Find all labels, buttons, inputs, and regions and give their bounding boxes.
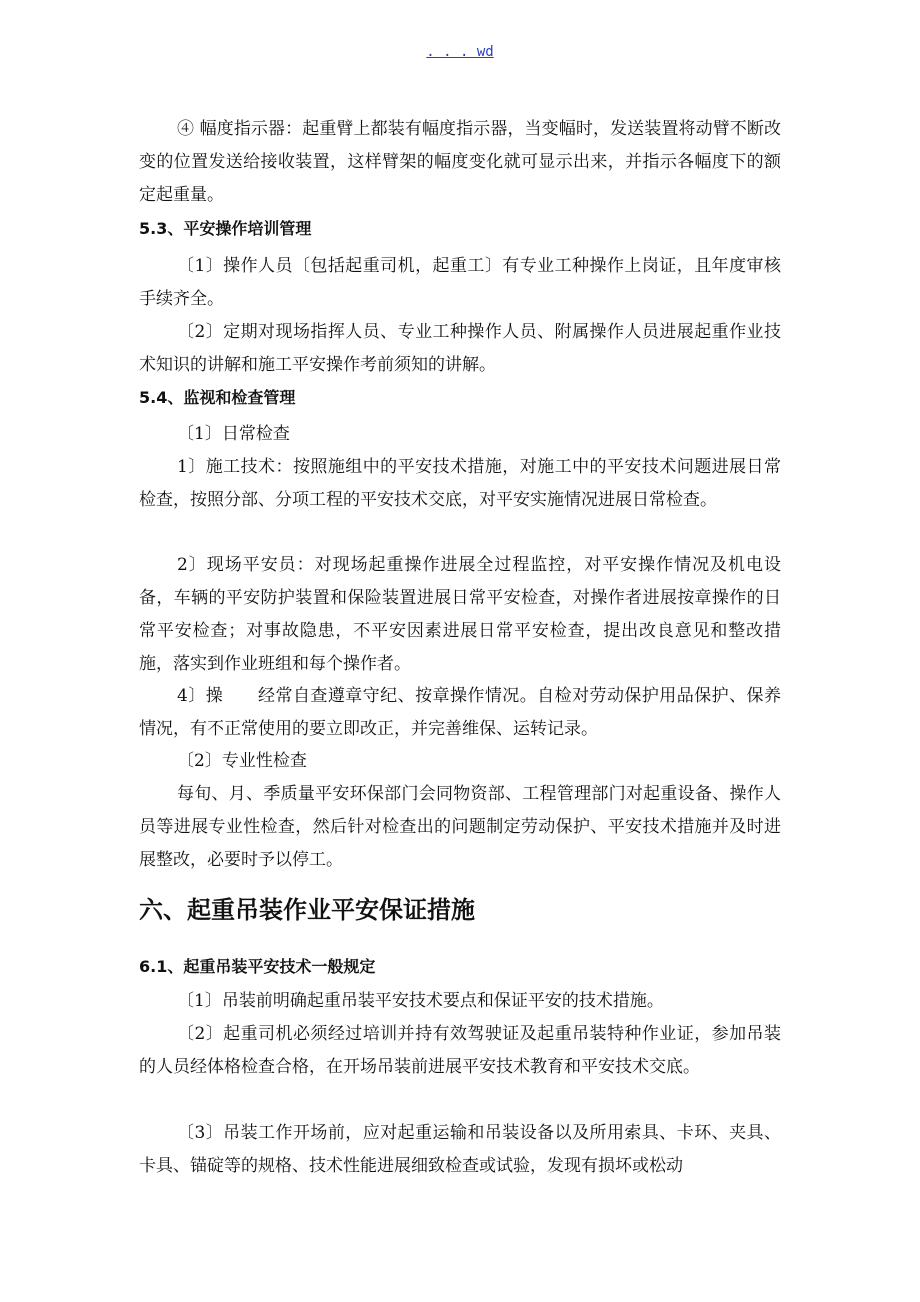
paragraph-daily-inspection: 〔1〕日常检查 xyxy=(177,424,290,444)
section-heading-6-1: 6.1、起重吊装平安技术一般规定 xyxy=(139,957,376,976)
paragraph-operator-self-check: 4〕操 经常自查遵章守纪、按章操作情况。自检对劳动保护用品保护、保养情况，有不正常使用的要立即改正，并完善维保、运转记录。 xyxy=(139,686,781,739)
paragraph-training-lectures: 〔2〕定期对现场指挥人员、专业工种操作人员、附属操作人员进展起重作业技术知识的讲解和施工平安操作考前须知的讲解。 xyxy=(139,322,781,375)
paragraph-periodic-inspection: 每旬、月、季质量平安环保部门会同物资部、工程管理部门对起重设备、操作人员等进展专业性检查，然后针对检查出的问题制定劳动保护、平安技术措施并及时进展整改，必要时予以停工。 xyxy=(139,784,781,870)
paragraph-operator-certificate: 〔1〕操作人员〔包括起重司机，起重工〕有专业工种操作上岗证，且年度审核手续齐全。 xyxy=(139,256,781,309)
chapter-heading-6: 六、起重吊装作业平安保证措施 xyxy=(139,896,475,924)
paragraph-professional-inspection: 〔2〕专业性检查 xyxy=(177,751,307,771)
paragraph-lifting-measures: 〔1〕吊装前明确起重吊装平安技术要点和保证平安的技术措施。 xyxy=(177,991,664,1011)
paragraph-crane-driver-license: 〔2〕起重司机必须经过培训并持有效驾驶证及起重吊装特种作业证，参加吊装的人员经体格检查合格，在开场吊装前进展平安技术教育和平安技术交底。 xyxy=(139,1024,781,1077)
section-heading-5-4: 5.4、监视和检查管理 xyxy=(139,388,296,407)
section-heading-5-3: 5.3、平安操作培训管理 xyxy=(139,219,312,238)
page-header xyxy=(0,44,920,60)
paragraph-equipment-check: 〔3〕吊装工作开场前，应对起重运输和吊装设备以及所用索具、卡环、夹具、卡具、锚碇等的规格、技术性能进展细致检查或试验，发现有损坏或松动 xyxy=(139,1123,781,1176)
paragraph-construction-technology: 1〕施工技术：按照施组中的平安技术措施，对施工中的平安技术问题进展日常检查，按照分部、分项工程的平安技术交底，对平安实施情况进展日常检查。 xyxy=(139,457,781,510)
paragraph-amplitude-indicator: ④ 幅度指示器：起重臂上都装有幅度指示器，当变幅时，发送装置将动臂不断改变的位置发送给接收装置，这样臂架的幅度变化就可显示出来，并指示各幅度下的额定起重量。 xyxy=(139,119,781,205)
header-link[interactable]: . . . wd xyxy=(426,44,494,60)
paragraph-site-safety-officer: 2〕现场平安员：对现场起重操作进展全过程监控，对平安操作情况及机电设备，车辆的平安防护装置和保险装置进展日常平安检查，对操作者进展按章操作的日常平安检查；对事故隐患，不平安因素进展日常平安检查，提出改良意见和整改措施，落实到作业班组和每个操作者。 xyxy=(139,555,781,674)
